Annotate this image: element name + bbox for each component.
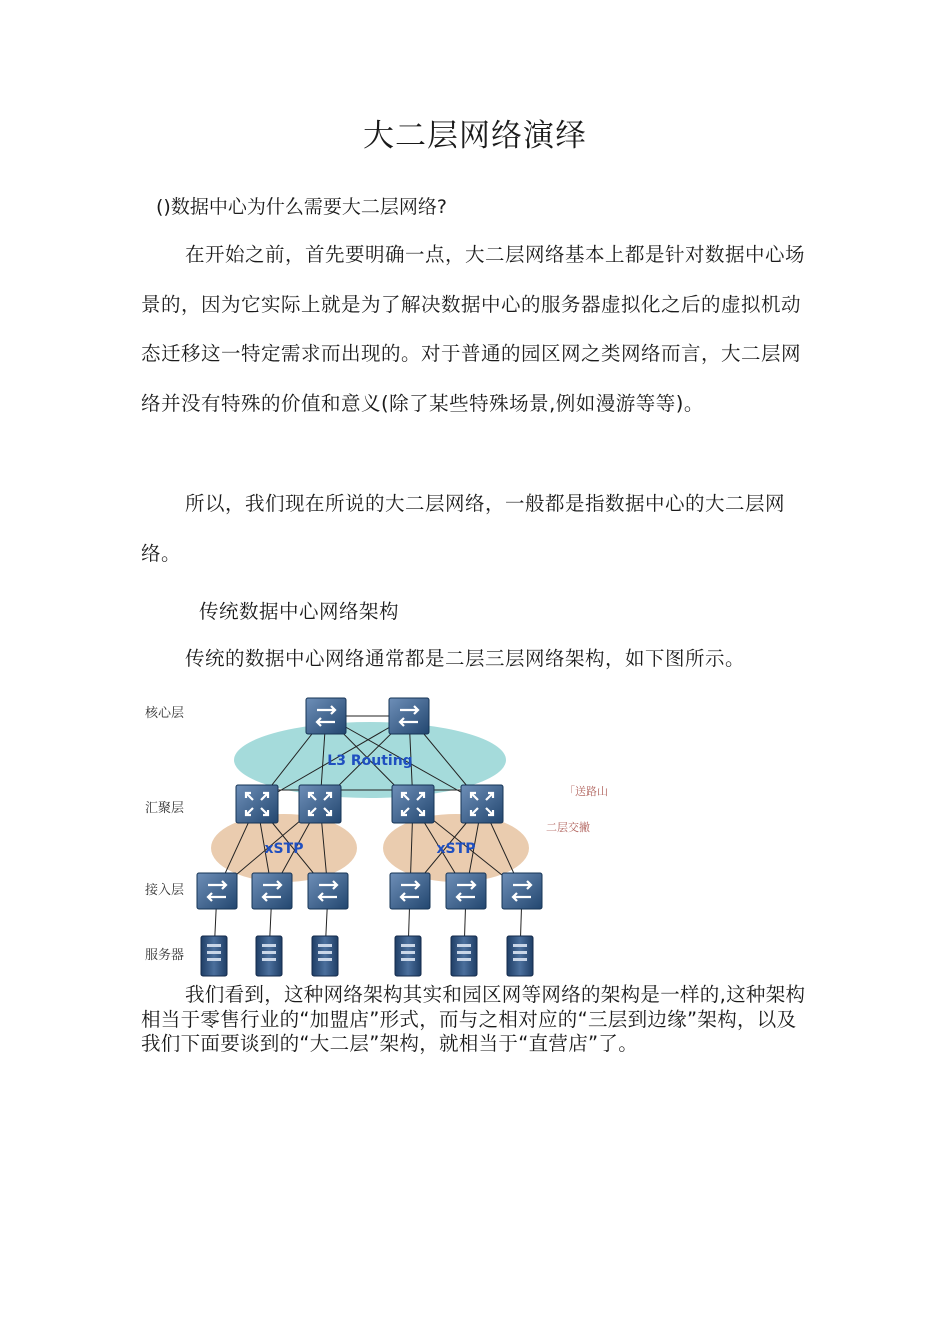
access-switch-2 bbox=[252, 873, 292, 909]
aggregation-switch-1 bbox=[236, 785, 278, 823]
paragraph-architecture: 传统的数据中心网络通常都是二层三层网络架构，如下图所示。 bbox=[185, 647, 746, 670]
side-note-1: 「送路山 bbox=[564, 785, 608, 798]
layer-label-core: 核心层 bbox=[145, 706, 185, 721]
layer-label-servers: 服务器 bbox=[145, 948, 185, 963]
section-subheading: 传统数据中心网络架构 bbox=[199, 600, 400, 623]
access-switch-3 bbox=[308, 873, 348, 909]
aggregation-switch-3 bbox=[392, 785, 434, 823]
server-4 bbox=[395, 936, 421, 976]
paragraph-intro: 在开始之前，首先要明确一点，大二层网络基本上都是针对数据中心场景的，因为它实际上就是为了解决数据中心的服务器虚拟化之后的虚拟机动态迁移这一特定需求而出现的。对于普通的园区网之类网络而言，大二层网络并没有特殊的价值和意义(除了某些特殊场景,例如漫游等等)。 bbox=[141, 243, 806, 415]
paragraph-conclusion: 我们看到，这种网络架构其实和园区网等网络的架构是一样的,这种架构相当于零售行业的“加盟店”形式，而与之相对应的“三层到边缘”架构，以及我们下面要谈到的“大二层”架构，就相当于“直营店”了。 bbox=[141, 983, 806, 1055]
access-switch-5 bbox=[446, 873, 486, 909]
xstp-label-left: xSTP bbox=[264, 841, 304, 857]
side-note-2: 二层交撇 bbox=[546, 821, 590, 834]
aggregation-switch-4 bbox=[461, 785, 503, 823]
server-2 bbox=[256, 936, 282, 976]
access-switch-1 bbox=[197, 873, 237, 909]
question-heading: ()数据中心为什么需要大二层网络? bbox=[156, 196, 447, 218]
server-6 bbox=[507, 936, 533, 976]
paragraph-definition: 所以，我们现在所说的大二层网络，一般都是指数据中心的大二层网络。 bbox=[141, 492, 786, 565]
xstp-label-right: xSTP bbox=[436, 841, 476, 857]
access-switch-6 bbox=[502, 873, 542, 909]
server-1 bbox=[201, 936, 227, 976]
network-architecture-diagram bbox=[140, 686, 620, 978]
server-3 bbox=[312, 936, 338, 976]
page-title: 大二层网络演绎 bbox=[363, 118, 587, 154]
access-switch-4 bbox=[390, 873, 430, 909]
core-switch-2 bbox=[389, 698, 429, 734]
layer-label-aggregation: 汇聚层 bbox=[145, 801, 185, 816]
l3-routing-label: L3 Routing bbox=[327, 753, 413, 769]
server-5 bbox=[451, 936, 477, 976]
layer-label-access: 接入层 bbox=[145, 883, 185, 898]
aggregation-switch-2 bbox=[299, 785, 341, 823]
core-switch-1 bbox=[306, 698, 346, 734]
